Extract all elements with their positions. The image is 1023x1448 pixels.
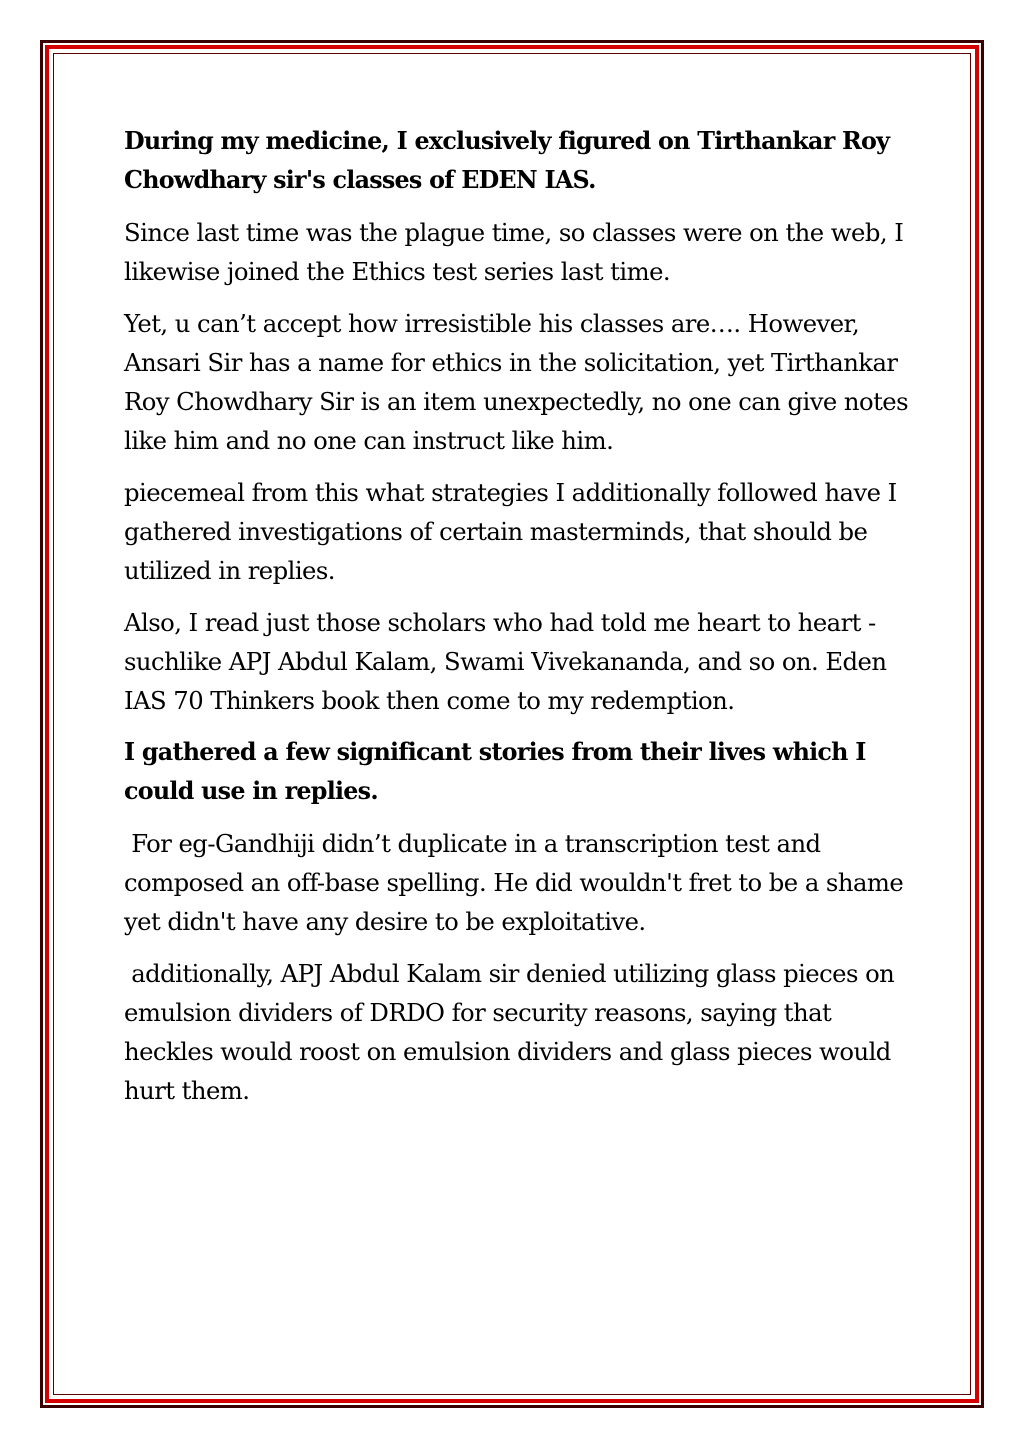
body-paragraph: Since last time was the plague time, so classes were on the web, I likewise joined the Ethics test series last time. — [124, 218, 911, 286]
body-paragraph: Also, I read just those scholars who had told me heart to heart - suchlike APJ Abdul Kalam, Swami Vivekananda, and so on. Eden IAS 70 Thinkers book then come to my redemption. — [124, 608, 894, 715]
document-body — [124, 122, 914, 1123]
body-paragraph: Yet, u can’t accept how irresistible his classes are…. However, Ansari Sir has a name for ethics in the solicitation, yet Tirthankar Roy Chowdhary Sir is an item unexpectedly, no one can give notes like him and no one can instruct like him. — [124, 309, 916, 455]
heading-paragraph: During my medicine, I exclusively figured on Tirthankar Roy Chowdhary sir's classes of EDEN IAS. — [124, 127, 897, 194]
body-paragraph: additionally, APJ Abdul Kalam sir denied utilizing glass pieces on emulsion dividers of DRDO for security reasons, saying that heckles would roost on emulsion dividers and glass pieces would hurt them. — [124, 959, 902, 1105]
bold-paragraph: I gathered a few significant stories from their lives which I could use in replies. — [124, 738, 874, 805]
body-paragraph: For eg-Gandhiji didn’t duplicate in a transcription test and composed an off-base spelling. He did wouldn't fret to be a shame yet didn't have any desire to be exploitative. — [124, 829, 911, 936]
body-paragraph: piecemeal from this what strategies I additionally followed have I gathered investigations of certain masterminds, that should be utilized in replies. — [124, 478, 904, 585]
